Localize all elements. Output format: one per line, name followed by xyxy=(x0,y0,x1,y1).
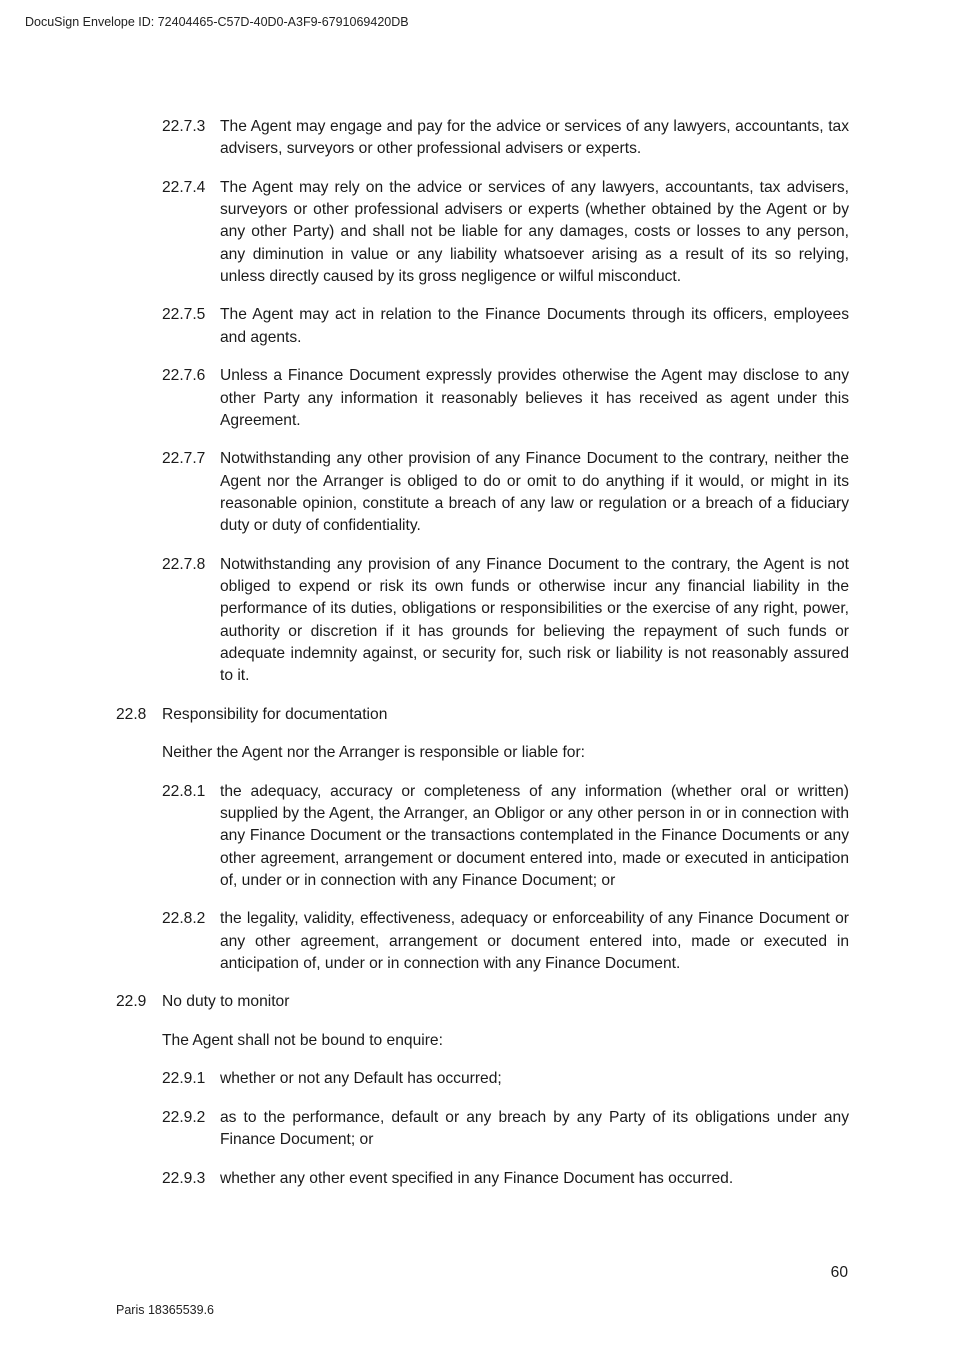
clause-22-9-1 xyxy=(162,1068,849,1090)
clause-number: 22.7.8 xyxy=(162,555,206,573)
section-number: 22.9 xyxy=(116,993,147,1011)
clause-text: whether any other event specified in any Finance Document has occurred. xyxy=(220,1169,734,1187)
clause-22-7-5 xyxy=(162,304,849,349)
clause-text: whether or not any Default has occurred; xyxy=(220,1070,502,1088)
clause-text: The Agent may act in relation to the Finance Documents through its officers, employees and agents. xyxy=(220,306,849,346)
clause-number: 22.8.1 xyxy=(162,782,206,800)
clause-number: 22.9.1 xyxy=(162,1070,206,1088)
clause-number: 22.9.3 xyxy=(162,1169,206,1187)
page-number: 60 xyxy=(830,1264,848,1281)
clause-22-8-2 xyxy=(162,908,849,975)
clause-number: 22.7.5 xyxy=(162,306,206,324)
clause-22-9-2 xyxy=(162,1107,849,1152)
clause-number: 22.7.7 xyxy=(162,450,206,468)
clause-number: 22.7.4 xyxy=(162,178,206,196)
footer-document-reference: Paris 18365539.6 xyxy=(116,1303,214,1317)
section-title: Responsibility for documentation xyxy=(162,705,388,723)
section-heading-22-9 xyxy=(116,991,849,1013)
document-body xyxy=(116,116,849,1206)
clause-22-9-3 xyxy=(162,1168,849,1190)
clause-text: the adequacy, accuracy or completeness of any information (whether oral or written) supplied by the Agent, the Arranger, an Obligor or any other person in or in connection with any Finance Document or the transactions contemplated in the Finance Documents or any other agreement, arrangement or document entered into, made or executed in anticipation of, under or in connection with any Finance Document; or xyxy=(220,782,849,889)
clause-22-7-6 xyxy=(162,365,849,432)
section-intro: Neither the Agent nor the Arranger is responsible or liable for: xyxy=(162,744,586,762)
clause-number: 22.8.2 xyxy=(162,910,206,928)
clause-text: the legality, validity, effectiveness, adequacy or enforceability of any Finance Document or any other agreement, arrangement or document entered into, made or executed in anticipation of, under or in connection with any Finance Document. xyxy=(220,910,849,972)
clause-22-8-1 xyxy=(162,781,849,892)
clause-number: 22.7.6 xyxy=(162,367,206,385)
clause-22-7-7 xyxy=(162,448,849,537)
section-title: No duty to monitor xyxy=(162,993,290,1011)
section-intro: The Agent shall not be bound to enquire: xyxy=(162,1031,443,1049)
clause-text: Unless a Finance Document expressly provides otherwise the Agent may disclose to any other Party any information it reasonably believes it has received as agent under this Agreement. xyxy=(220,367,849,429)
docusign-envelope-id: DocuSign Envelope ID: 72404465-C57D-40D0-A3F9-6791069420DB xyxy=(25,15,409,29)
clause-text: The Agent may engage and pay for the advice or services of any lawyers, accountants, tax advisers, surveyors or other professional advisers or experts. xyxy=(220,118,849,158)
clause-22-7-4 xyxy=(162,177,849,288)
section-heading-22-8 xyxy=(116,704,849,726)
clause-number: 22.9.2 xyxy=(162,1108,206,1126)
clause-22-7-3 xyxy=(162,116,849,161)
clause-22-7-8 xyxy=(162,554,849,688)
clause-text: Notwithstanding any other provision of any Finance Document to the contrary, neither the Agent nor the Arranger is obliged to do or omit to do anything if it would, or might in its reasonable opinion, constitute a breach of any law or regulation or a breach of a fiduciary duty or duty of confidentiality. xyxy=(220,450,849,535)
clause-text: Notwithstanding any provision of any Finance Document to the contrary, the Agent is not obliged to expend or risk its own funds or otherwise incur any financial liability in the performance of its duties, obligations or responsibilities or the exercise of any right, power, authority or discretion if it has grounds for believing the repayment of such funds or adequate indemnity against, or security for, such risk or liability is not reasonably assured to it. xyxy=(220,555,849,685)
section-number: 22.8 xyxy=(116,705,147,723)
clause-text: The Agent may rely on the advice or services of any lawyers, accountants, tax advisers, surveyors or other professional advisers or experts (whether obtained by the Agent or by any other Party) and shall not be liable for any damages, costs or losses to any person, any diminution in value or any liability whatsoever arising as a result of its so relying, unless directly caused by its gross negligence or wilful misconduct. xyxy=(220,178,849,285)
clause-number: 22.7.3 xyxy=(162,118,206,135)
clause-text: as to the performance, default or any breach by any Party of its obligations under any Finance Document; or xyxy=(220,1108,849,1149)
